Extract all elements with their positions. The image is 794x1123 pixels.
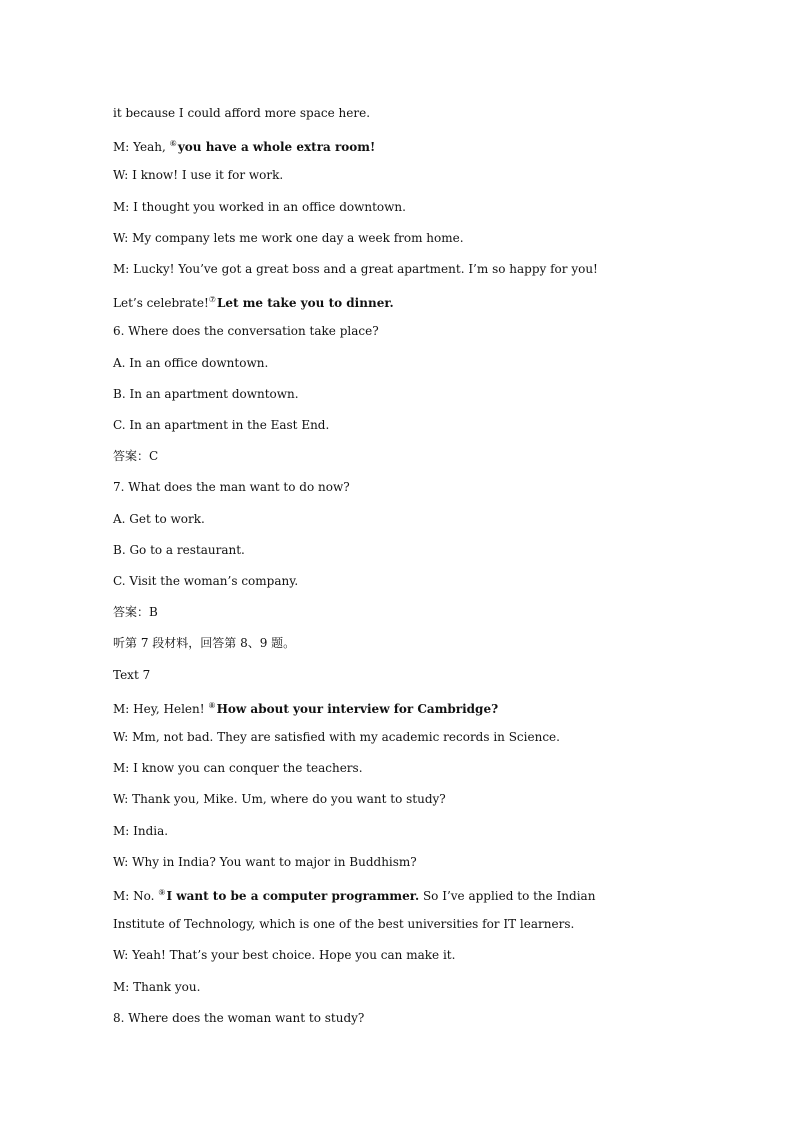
text-run: 答案：C <box>113 449 159 464</box>
text-line <box>113 136 693 155</box>
text-run: W: Mm, not bad. They are satisfied with my academic records in Science. <box>113 730 560 744</box>
text-run: W: My company lets me work one day a week from home. <box>113 230 464 245</box>
text-line <box>113 573 693 589</box>
text-line <box>113 323 693 339</box>
text-line <box>113 947 693 963</box>
text-run: M: I thought you worked in an office downtown. <box>113 199 406 214</box>
text-line <box>113 791 693 807</box>
text-line <box>113 261 693 277</box>
text-run: C. Visit the woman’s company. <box>113 574 299 588</box>
text-run: M: Hey, Helen! <box>113 701 209 716</box>
text-run: M: Lucky! You’ve got a great boss and a great apartment. I’m so happy for you! <box>113 262 598 276</box>
text-line <box>113 979 693 995</box>
text-run: 听第 7 段材料，回答第 8、9 题。 <box>113 636 296 651</box>
text-run: A. Get to work. <box>113 511 205 526</box>
text-line <box>113 105 693 121</box>
bold-key-sentence: Let me take you to dinner. <box>216 296 394 311</box>
text-run: A. In an office downtown. <box>113 355 269 370</box>
text-line <box>113 885 693 904</box>
text-run: it because I could afford more space here. <box>113 106 371 120</box>
footnote-marker: ⑧ <box>208 700 216 710</box>
text-run: Let’s celebrate! <box>113 296 209 311</box>
text-run: 6. Where does the conversation take place? <box>113 324 379 339</box>
text-line <box>113 417 693 433</box>
text-run: So I’ve applied to the Indian <box>419 889 596 903</box>
text-run: 7. What does the man want to do now? <box>113 480 350 495</box>
text-line <box>113 854 693 870</box>
bold-key-sentence: I want to be a computer programmer. <box>166 889 420 903</box>
text-run: C. In an apartment in the East End. <box>113 418 330 432</box>
text-line <box>113 916 693 932</box>
text-line <box>113 355 693 371</box>
footnote-marker: ⑦ <box>208 295 216 305</box>
text-run: M: No. <box>113 889 159 903</box>
text-line <box>113 542 693 558</box>
text-line <box>113 1010 693 1026</box>
text-line <box>113 823 693 839</box>
text-line <box>113 729 693 745</box>
text-line <box>113 667 693 683</box>
text-line <box>113 760 693 776</box>
footnote-marker: ⑨ <box>158 888 166 897</box>
bold-key-sentence: How about your interview for Cambridge? <box>216 701 499 716</box>
text-run: W: I know! I use it for work. <box>113 168 284 183</box>
text-run: M: I know you can conquer the teachers. <box>113 761 363 776</box>
text-run: M: Thank you. <box>113 979 201 994</box>
footnote-marker: ⑥ <box>169 139 177 149</box>
text-run: Institute of Technology, which is one of the best universities for IT learners. <box>113 917 575 932</box>
text-run: W: Yeah! That’s your best choice. Hope you can make it. <box>113 948 456 963</box>
text-run: W: Why in India? You want to major in Buddhism? <box>113 854 417 869</box>
text-line <box>113 511 693 527</box>
text-line <box>113 230 693 246</box>
text-run: 8. Where does the woman want to study? <box>113 1010 365 1025</box>
text-line <box>113 199 693 215</box>
text-line <box>113 448 693 464</box>
text-line <box>113 386 693 402</box>
text-run: M: India. <box>113 823 169 838</box>
text-line <box>113 479 693 495</box>
text-run: B. Go to a restaurant. <box>113 542 245 557</box>
bold-key-sentence: you have a whole extra room! <box>177 140 376 155</box>
text-line <box>113 635 693 651</box>
text-line <box>113 292 693 311</box>
text-line <box>113 698 693 717</box>
text-run: M: Yeah, <box>113 140 170 155</box>
text-run: Text 7 <box>113 667 151 682</box>
text-run: 答案：B <box>113 605 158 620</box>
text-run: W: Thank you, Mike. Um, where do you want to study? <box>113 792 446 807</box>
text-line <box>113 167 693 183</box>
text-line <box>113 604 693 620</box>
text-run: B. In an apartment downtown. <box>113 386 299 401</box>
